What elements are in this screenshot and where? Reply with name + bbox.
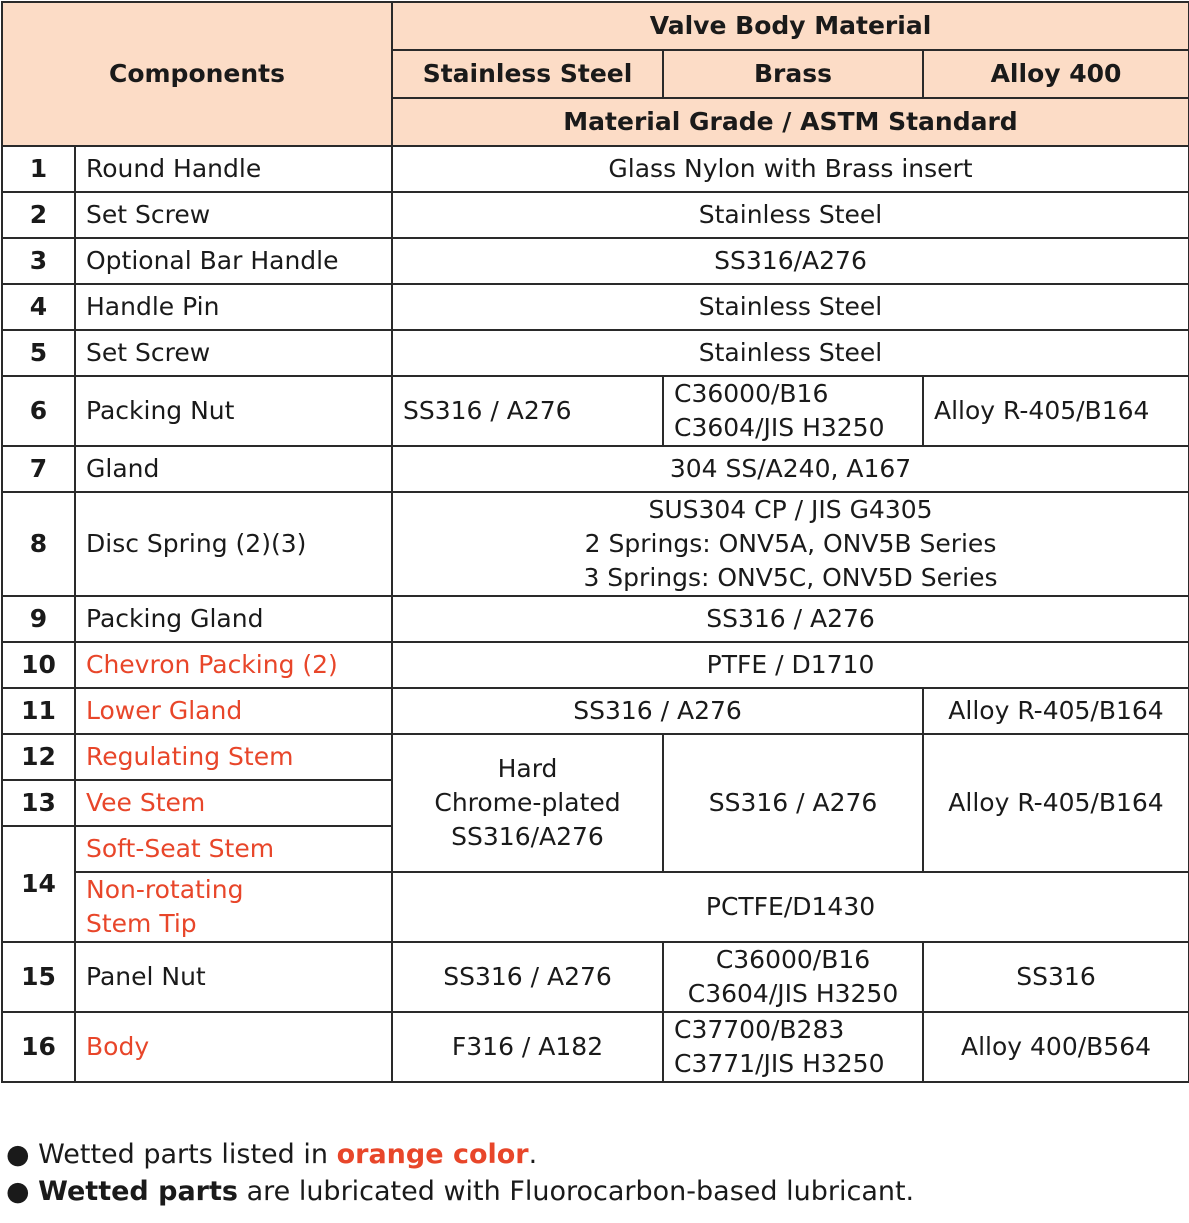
component-line: Stem Tip	[86, 909, 197, 938]
component-name: Body	[75, 1012, 392, 1082]
material-line: 2 Springs: ONV5A, ONV5B Series	[584, 529, 997, 558]
table-row	[2, 376, 1189, 446]
row-number: 12	[2, 734, 75, 780]
material-value: SS316/A276	[392, 238, 1189, 284]
alloy-value: Alloy 400/B564	[923, 1012, 1189, 1082]
component-name: Set Screw	[75, 330, 392, 376]
row-number: 1	[2, 146, 75, 192]
components-header: Components	[2, 2, 392, 146]
component-name: Packing Gland	[75, 596, 392, 642]
brass-value	[663, 1012, 923, 1082]
row-number: 3	[2, 238, 75, 284]
table-row	[2, 596, 1189, 642]
component-name: Handle Pin	[75, 284, 392, 330]
brass-line: C37700/B283	[674, 1015, 845, 1044]
stainless-steel-value: SS316 / A276	[392, 376, 663, 446]
brass-line: C3604/JIS H3250	[674, 413, 885, 442]
stainless-steel-value	[392, 734, 663, 872]
table-row	[2, 146, 1189, 192]
row-number: 2	[2, 192, 75, 238]
table-row	[2, 942, 1189, 1012]
component-name: Optional Bar Handle	[75, 238, 392, 284]
table-row	[2, 238, 1189, 284]
component-name: Lower Gland	[75, 688, 392, 734]
footnote-text: .	[528, 1139, 538, 1170]
material-value: 304 SS/A240, A167	[392, 446, 1189, 492]
material-line: Chrome-plated	[434, 788, 621, 817]
footnote-text: Wetted parts listed in	[29, 1139, 337, 1170]
component-line: Non-rotating	[86, 875, 244, 904]
component-name: Soft-Seat Stem	[75, 826, 392, 872]
row-number: 14	[2, 826, 75, 942]
brass-value: SS316 / A276	[663, 734, 923, 872]
brass-line: C36000/B16	[674, 379, 829, 408]
orange-color-highlight: orange color	[336, 1139, 529, 1170]
alloy-value: SS316	[923, 942, 1189, 1012]
table-row	[2, 734, 1189, 780]
brass-line: C36000/B16	[715, 945, 871, 974]
alloy-value: Alloy R-405/B164	[923, 376, 1189, 446]
component-name: Panel Nut	[75, 942, 392, 1012]
valve-body-material-header: Valve Body Material	[392, 2, 1189, 50]
component-name	[75, 872, 392, 942]
alloy-400-header: Alloy 400	[923, 50, 1189, 98]
material-line: Hard	[497, 754, 558, 783]
material-value: PTFE / D1710	[392, 642, 1189, 688]
table-row	[2, 642, 1189, 688]
row-number: 13	[2, 780, 75, 826]
bullet: ●	[6, 1139, 30, 1170]
component-name: Vee Stem	[75, 780, 392, 826]
material-value: Stainless Steel	[392, 284, 1189, 330]
table-row	[2, 872, 1189, 942]
row-number: 9	[2, 596, 75, 642]
table-row	[2, 284, 1189, 330]
row-number: 7	[2, 446, 75, 492]
stainless-steel-header: Stainless Steel	[392, 50, 663, 98]
table-row	[2, 446, 1189, 492]
table-row	[2, 330, 1189, 376]
footnote-wetted-color	[6, 1136, 914, 1173]
row-number: 5	[2, 330, 75, 376]
component-name: Gland	[75, 446, 392, 492]
stainless-steel-value: F316 / A182	[392, 1012, 663, 1082]
materials-table	[1, 1, 1189, 1083]
material-value	[392, 492, 1189, 596]
table-row	[2, 1012, 1189, 1082]
brass-line: C3604/JIS H3250	[687, 979, 899, 1008]
row-number: 10	[2, 642, 75, 688]
footnotes	[6, 1136, 914, 1210]
row-number: 6	[2, 376, 75, 446]
component-name: Regulating Stem	[75, 734, 392, 780]
row-number: 15	[2, 942, 75, 1012]
wetted-parts-bold: Wetted parts	[38, 1176, 238, 1207]
component-name: Round Handle	[75, 146, 392, 192]
row-number: 8	[2, 492, 75, 596]
footnote-text: are lubricated with Fluorocarbon-based lubricant.	[237, 1176, 915, 1207]
row-number: 16	[2, 1012, 75, 1082]
component-name: Chevron Packing (2)	[75, 642, 392, 688]
brass-value	[663, 942, 923, 1012]
component-name: Packing Nut	[75, 376, 392, 446]
bullet: ●	[6, 1176, 30, 1207]
brass-value	[663, 376, 923, 446]
stainless-brass-value: SS316 / A276	[392, 688, 923, 734]
stainless-steel-value: SS316 / A276	[392, 942, 663, 1012]
table-row	[2, 192, 1189, 238]
material-line: 3 Springs: ONV5C, ONV5D Series	[583, 563, 998, 592]
material-value: PCTFE/D1430	[392, 872, 1189, 942]
material-grade-header: Material Grade / ASTM Standard	[392, 98, 1189, 146]
material-value: Glass Nylon with Brass insert	[392, 146, 1189, 192]
material-value: SS316 / A276	[392, 596, 1189, 642]
alloy-value: Alloy R-405/B164	[923, 734, 1189, 872]
brass-line: C3771/JIS H3250	[674, 1049, 885, 1078]
table-row	[2, 492, 1189, 596]
alloy-value: Alloy R-405/B164	[923, 688, 1189, 734]
row-number: 11	[2, 688, 75, 734]
material-value: Stainless Steel	[392, 192, 1189, 238]
row-number: 4	[2, 284, 75, 330]
footnote-lubricant	[6, 1173, 914, 1210]
material-value: Stainless Steel	[392, 330, 1189, 376]
brass-header: Brass	[663, 50, 923, 98]
material-line: SUS304 CP / JIS G4305	[648, 495, 933, 524]
component-name: Set Screw	[75, 192, 392, 238]
material-line: SS316/A276	[451, 822, 604, 851]
table-row	[2, 688, 1189, 734]
component-name: Disc Spring (2)(3)	[75, 492, 392, 596]
